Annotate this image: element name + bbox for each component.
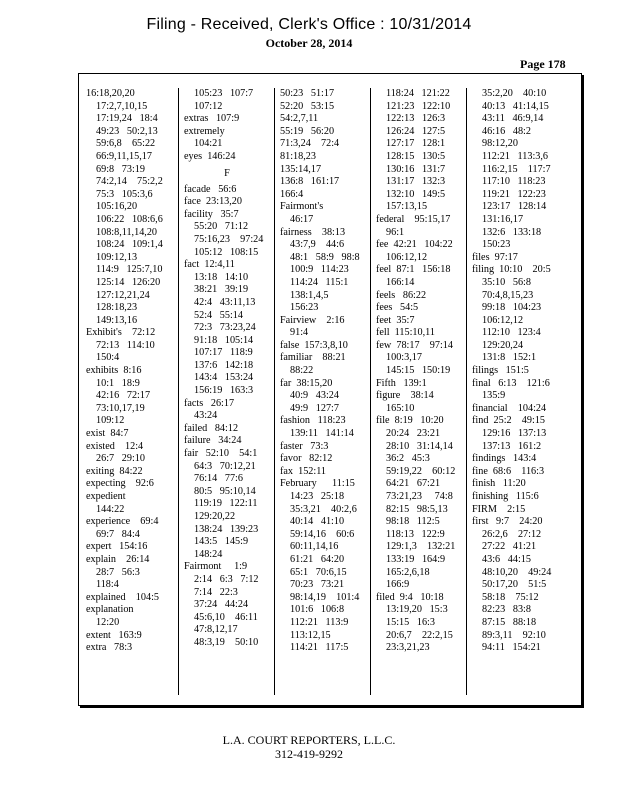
index-subentry: 59:19,22 60:12 [386, 465, 456, 477]
index-subentry: 59:14,16 60:6 [290, 528, 355, 540]
index-column-5 [466, 88, 558, 695]
index-entry: explanation [86, 604, 134, 616]
index-subentry: 27:22 41:21 [482, 541, 537, 553]
index-subentry: 36:2 45:3 [386, 453, 430, 465]
index-entry: figure 38:14 [376, 390, 434, 402]
index-subentry: 106:22 108:6,6 [96, 213, 163, 225]
reporter-company: L.A. COURT REPORTERS, L.L.C. [222, 733, 396, 747]
index-subentry: 105:23 107:7 [194, 88, 254, 99]
index-subentry: 130:16 131:7 [386, 163, 446, 175]
index-entry: 136:8 161:17 [280, 176, 340, 188]
index-entry: facility 35:7 [184, 208, 239, 220]
index-subentry: 82:23 83:8 [482, 604, 531, 616]
index-subentry: 60:11,14,16 [290, 541, 339, 553]
index-subentry: 91:4 [290, 327, 309, 339]
index-entry: face 23:13,20 [184, 196, 242, 208]
index-entry: 54:2,7,11 [280, 113, 319, 125]
index-subentry: 138:24 139:23 [194, 523, 259, 535]
index-subentry: 105:16,20 [96, 201, 138, 213]
index-entry: extra 78:3 [86, 642, 133, 654]
index-subentry: 70:23 73:21 [290, 579, 345, 591]
index-subentry: 28:7 56:3 [96, 566, 140, 578]
index-subentry: 128:15 130:5 [386, 150, 446, 162]
index-subentry: 38:21 39:19 [194, 284, 249, 296]
index-subentry: 114:9 125:7,10 [96, 264, 163, 276]
index-subentry: 143:4 153:24 [194, 372, 254, 384]
index-entry: first 9:7 24:20 [472, 516, 543, 528]
index-subentry: 80:5 95:10,14 [194, 485, 256, 497]
index-subentry: 26:2,6 27:12 [482, 528, 542, 540]
index-subentry: 35:2,20 40:10 [482, 88, 547, 99]
index-subentry: 139:11 141:14 [290, 428, 354, 440]
index-entry: expecting 92:6 [86, 478, 154, 490]
index-subentry: 117:10 118:23 [482, 176, 546, 188]
index-subentry: 114:24 115:1 [290, 276, 349, 288]
index-subentry: 144:22 [96, 503, 125, 515]
index-subentry: 47:8,12,17 [194, 624, 238, 636]
index-entry: 71:3,24 72:4 [280, 138, 340, 150]
index-subentry: 2:14 6:3 7:12 [194, 573, 259, 585]
index-subentry: 116:2,15 117:7 [482, 163, 551, 175]
index-entry: exist 84:7 [86, 428, 129, 440]
index-entry: final 6:13 121:6 [472, 377, 550, 389]
index-entry: far 38:15,20 [280, 377, 333, 389]
index-subentry: 58:18 75:12 [482, 591, 539, 603]
index-entry: fact 12:4,11 [184, 259, 235, 271]
index-subentry: 125:14 126:20 [96, 276, 161, 288]
index-subentry: 28:10 31:14,14 [386, 440, 453, 452]
index-subentry: 17:2,7,10,15 [96, 100, 148, 112]
index-entry: federal 95:15,17 [376, 213, 451, 225]
index-subentry: 74:2,14 75:2,2 [96, 176, 163, 188]
index-entry: finish 11:20 [472, 478, 526, 490]
index-subentry: 143:5 145:9 [194, 536, 249, 548]
index-subentry: 69:7 84:4 [96, 528, 140, 540]
index-entry: expedient [86, 491, 126, 502]
index-entry: file 8:19 10:20 [376, 415, 444, 427]
index-entry: feet 35:7 [376, 314, 415, 326]
index-subentry: 75:16,23 97:24 [194, 233, 264, 245]
index-entry: fell 115:10,11 [376, 327, 435, 339]
index-subentry: 107:12 [194, 100, 223, 112]
index-subentry: 137:13 161:2 [482, 440, 542, 452]
index-entry: fee 42:21 104:22 [376, 239, 453, 251]
index-subentry: 98:18 112:5 [386, 516, 440, 528]
index-subentry: 89:3,11 92:10 [482, 629, 546, 641]
index-subentry: 100:3,17 [386, 352, 422, 364]
index-entry: eyes 146:24 [184, 150, 236, 162]
index-subentry: 64:21 67:21 [386, 478, 441, 490]
index-entry: explained 104:5 [86, 591, 159, 603]
index-subentry: 106:12,12 [386, 251, 428, 263]
index-subentry: 15:15 16:3 [386, 616, 435, 628]
filing-stamp: Filing - Received, Clerk's Office : 10/31/2014 [146, 16, 472, 33]
index-entry: fees 54:5 [376, 302, 419, 314]
index-entry: failure 34:24 [184, 435, 242, 447]
index-subentry: 13:19,20 15:3 [386, 604, 448, 616]
index-entry: filing 10:10 20:5 [472, 264, 551, 276]
index-subentry: 7:14 22:3 [194, 586, 238, 598]
index-subentry: 61:21 64:20 [290, 553, 345, 565]
index-subentry: 43:11 46:9,14 [482, 113, 544, 125]
index-entry: Exhibit's 72:12 [86, 327, 156, 339]
index-subentry: 101:6 106:8 [290, 604, 345, 616]
index-entry: Fairview 2:16 [280, 314, 345, 326]
index-subentry: 66:9,11,15,17 [96, 150, 152, 162]
index-subentry: 98:12,20 [482, 138, 518, 150]
index-subentry: 132:10 149:5 [386, 188, 446, 200]
index-subentry: 113:12,15 [290, 629, 331, 641]
index-entry: February 11:15 [280, 478, 355, 490]
index-subentry: 131:16,17 [482, 213, 524, 225]
index-entry: 81:18,23 [280, 150, 316, 162]
index-subentry: 65:1 70:6,15 [290, 566, 347, 578]
index-subentry: 156:19 163:3 [194, 385, 254, 397]
index-entry: failed 84:12 [184, 422, 239, 434]
index-entry: Fairmont's [280, 201, 324, 213]
index-entry: facts 26:17 [184, 397, 235, 409]
index-subentry: 137:6 142:18 [194, 359, 254, 371]
page-number: Page 178 [520, 57, 566, 71]
index-subentry: 26:7 29:10 [96, 453, 145, 465]
index-entry: 16:18,20,20 [86, 88, 135, 99]
index-subentry: 118:13 122:9 [386, 528, 445, 540]
index-entry: 52:20 53:15 [280, 100, 335, 112]
index-entry: finishing 115:6 [472, 491, 539, 502]
index-subentry: 127:12,21,24 [96, 289, 150, 301]
index-entry: find 25:2 49:15 [472, 415, 546, 427]
index-subentry: 108:24 109:1,4 [96, 239, 163, 251]
index-subentry: 70:4,8,15,23 [482, 289, 534, 301]
index-subentry: 157:13,15 [386, 201, 428, 213]
index-subentry: 94:11 154:21 [482, 642, 541, 654]
index-subentry: 107:17 118:9 [194, 347, 253, 359]
index-entry: FIRM 2:15 [472, 503, 526, 515]
index-subentry: 69:8 73:19 [96, 163, 145, 175]
index-subentry: 35:3,21 40:2,6 [290, 503, 357, 515]
index-subentry: 123:17 128:14 [482, 201, 547, 213]
index-subentry: 96:1 [386, 226, 405, 238]
index-subentry: 72:13 114:10 [96, 339, 155, 351]
index-entry: fax 152:11 [280, 465, 327, 477]
index-entry: false 157:3,8,10 [280, 339, 348, 351]
index-entry: existed 12:4 [86, 440, 144, 452]
index-entry: Fifth 139:1 [376, 377, 427, 389]
index-entry: 55:19 56:20 [280, 125, 335, 137]
index-subentry: 12:20 [96, 616, 120, 628]
index-entry: 166:4 [280, 188, 304, 200]
section-letter: F [224, 167, 230, 179]
index-subentry: 43:24 [194, 410, 218, 422]
index-column-3 [274, 88, 366, 695]
index-subentry: 46:16 48:2 [482, 125, 531, 137]
index-subentry: 23:3,21,23 [386, 642, 430, 654]
index-subentry: 150:4 [96, 352, 120, 364]
index-subentry: 10:1 18:9 [96, 377, 140, 389]
index-subentry: 59:6,8 65:22 [96, 138, 156, 150]
index-subentry: 128:18,23 [96, 302, 138, 314]
index-entry: extent 163:9 [86, 629, 142, 641]
index-entry: filings 151:5 [472, 365, 529, 377]
index-entry: familiar 88:21 [280, 352, 346, 364]
index-entry: findings 143:4 [472, 453, 537, 465]
index-subentry: 48:10,20 49:24 [482, 566, 552, 578]
index-subentry: 20:6,7 22:2,15 [386, 629, 453, 641]
index-subentry: 127:17 128:1 [386, 138, 446, 150]
index-subentry: 48:3,19 50:10 [194, 636, 259, 648]
index-entry: filed 9:4 10:18 [376, 591, 444, 603]
index-subentry: 40:14 41:10 [290, 516, 345, 528]
index-subentry: 156:23 [290, 302, 319, 314]
index-entry: experience 69:4 [86, 516, 159, 528]
index-subentry: 43:7,9 44:6 [290, 239, 345, 251]
index-entry: Fairmont 1:9 [184, 561, 248, 573]
index-subentry: 118:4 [96, 579, 119, 591]
index-subentry: 129:16 137:13 [482, 428, 547, 440]
index-subentry: 46:17 [290, 213, 314, 225]
index-subentry: 87:15 88:18 [482, 616, 537, 628]
index-subentry: 135:9 [482, 390, 506, 402]
index-subentry: 108:8,11,14,20 [96, 226, 158, 238]
index-entry: 135:14,17 [280, 163, 322, 175]
index-subentry: 165:10 [386, 402, 415, 414]
index-entry: fashion 118:23 [280, 415, 346, 427]
index-entry: exhibits 8:16 [86, 365, 142, 377]
index-subentry: 150:23 [482, 239, 511, 251]
index-frame [78, 73, 582, 706]
index-entry: feel 87:1 156:18 [376, 264, 451, 276]
index-subentry: 131:17 132:3 [386, 176, 446, 188]
index-subentry: 20:24 23:21 [386, 428, 441, 440]
index-subentry: 129:20,24 [482, 339, 524, 351]
index-entry: 50:23 51:17 [280, 88, 335, 99]
index-subentry: 119:19 122:11 [194, 498, 258, 510]
index-entry: extremely [184, 125, 225, 137]
index-subentry: 166:14 [386, 276, 415, 288]
index-subentry: 112:10 123:4 [482, 327, 541, 339]
index-subentry: 72:3 73:23,24 [194, 322, 256, 334]
index-subentry: 37:24 44:24 [194, 599, 249, 611]
index-entry: fine 68:6 116:3 [472, 465, 545, 477]
index-subentry: 13:18 14:10 [194, 271, 249, 283]
index-column-2 [178, 88, 270, 695]
index-entry: few 78:17 97:14 [376, 339, 453, 351]
index-entry: fairness 38:13 [280, 226, 346, 238]
index-subentry: 131:8 152:1 [482, 352, 537, 364]
index-subentry: 148:24 [194, 548, 223, 560]
index-subentry: 119:21 122:23 [482, 188, 546, 200]
index-subentry: 129:1,3 132:21 [386, 541, 456, 553]
footer [0, 733, 618, 761]
reporter-phone: 312-419-9292 [275, 747, 343, 761]
index-subentry: 166:9 [386, 579, 410, 591]
index-subentry: 73:21,23 74:8 [386, 491, 453, 502]
index-entry: extras 107:9 [184, 113, 240, 125]
index-subentry: 76:14 77:6 [194, 473, 243, 485]
index-entry: feels 86:22 [376, 289, 427, 301]
index-subentry: 35:10 56:8 [482, 276, 531, 288]
index-subentry: 64:3 70:12,21 [194, 460, 256, 472]
index-entry: explain 26:14 [86, 553, 150, 565]
index-subentry: 133:19 164:9 [386, 553, 446, 565]
index-column-4 [370, 88, 462, 695]
index-subentry: 109:12,13 [96, 251, 138, 263]
index-subentry: 48:1 58:9 98:8 [290, 251, 360, 263]
index-entry: files 97:17 [472, 251, 518, 263]
index-entry: fair 52:10 54:1 [184, 448, 258, 460]
index-entry: exiting 84:22 [86, 465, 143, 477]
index-subentry: 126:24 127:5 [386, 125, 446, 137]
index-subentry: 73:10,17,19 [96, 402, 145, 414]
index-subentry: 118:24 121:22 [386, 88, 450, 99]
index-subentry: 52:4 55:14 [194, 309, 243, 321]
index-subentry: 145:15 150:19 [386, 365, 451, 377]
index-subentry: 132:6 133:18 [482, 226, 542, 238]
index-subentry: 17:19,24 18:4 [96, 113, 158, 125]
index-entry: expert 154:16 [86, 541, 148, 553]
index-entry: faster 73:3 [280, 440, 329, 452]
index-subentry: 129:20,22 [194, 511, 236, 522]
index-subentry: 114:21 117:5 [290, 642, 349, 654]
index-subentry: 104:21 [194, 138, 223, 150]
index-subentry: 122:13 126:3 [386, 113, 446, 125]
index-subentry: 14:23 25:18 [290, 491, 345, 502]
index-subentry: 149:13,16 [96, 314, 138, 326]
index-subentry: 165:2,6,18 [386, 566, 430, 578]
index-subentry: 112:21 113:3,6 [482, 150, 549, 162]
index-subentry: 42:16 72:17 [96, 390, 151, 402]
index-subentry: 121:23 122:10 [386, 100, 451, 112]
index-subentry: 49:9 127:7 [290, 402, 339, 414]
index-subentry: 88:22 [290, 365, 314, 377]
index-subentry: 43:6 44:15 [482, 553, 531, 565]
index-subentry: 105:12 108:15 [194, 246, 259, 258]
index-entry: favor 82:12 [280, 453, 333, 465]
index-entry: financial 104:24 [472, 402, 547, 414]
index-subentry: 98:14,19 101:4 [290, 591, 360, 603]
index-subentry: 75:3 105:3,6 [96, 188, 153, 200]
index-subentry: 99:18 104:23 [482, 302, 542, 314]
index-subentry: 55:20 71:12 [194, 221, 249, 233]
document-date: October 28, 2014 [265, 36, 353, 50]
index-column-1 [86, 88, 174, 695]
index-subentry: 45:6,10 46:11 [194, 611, 258, 623]
index-subentry: 82:15 98:5,13 [386, 503, 448, 515]
index-subentry: 91:18 105:14 [194, 334, 254, 346]
index-subentry: 40:13 41:14,15 [482, 100, 549, 112]
index-entry: facade 56:6 [184, 183, 237, 195]
index-subentry: 138:1,4,5 [290, 289, 329, 301]
index-subentry: 42:4 43:11,13 [194, 296, 256, 308]
index-subentry: 50:17,20 51:5 [482, 579, 547, 591]
index-columns [86, 88, 581, 705]
index-subentry: 109:12 [96, 415, 125, 427]
index-subentry: 49:23 50:2,13 [96, 125, 158, 137]
index-subentry: 100:9 114:23 [290, 264, 349, 276]
index-subentry: 112:21 113:9 [290, 616, 349, 628]
index-subentry: 40:9 43:24 [290, 390, 339, 402]
index-subentry: 106:12,12 [482, 314, 524, 326]
